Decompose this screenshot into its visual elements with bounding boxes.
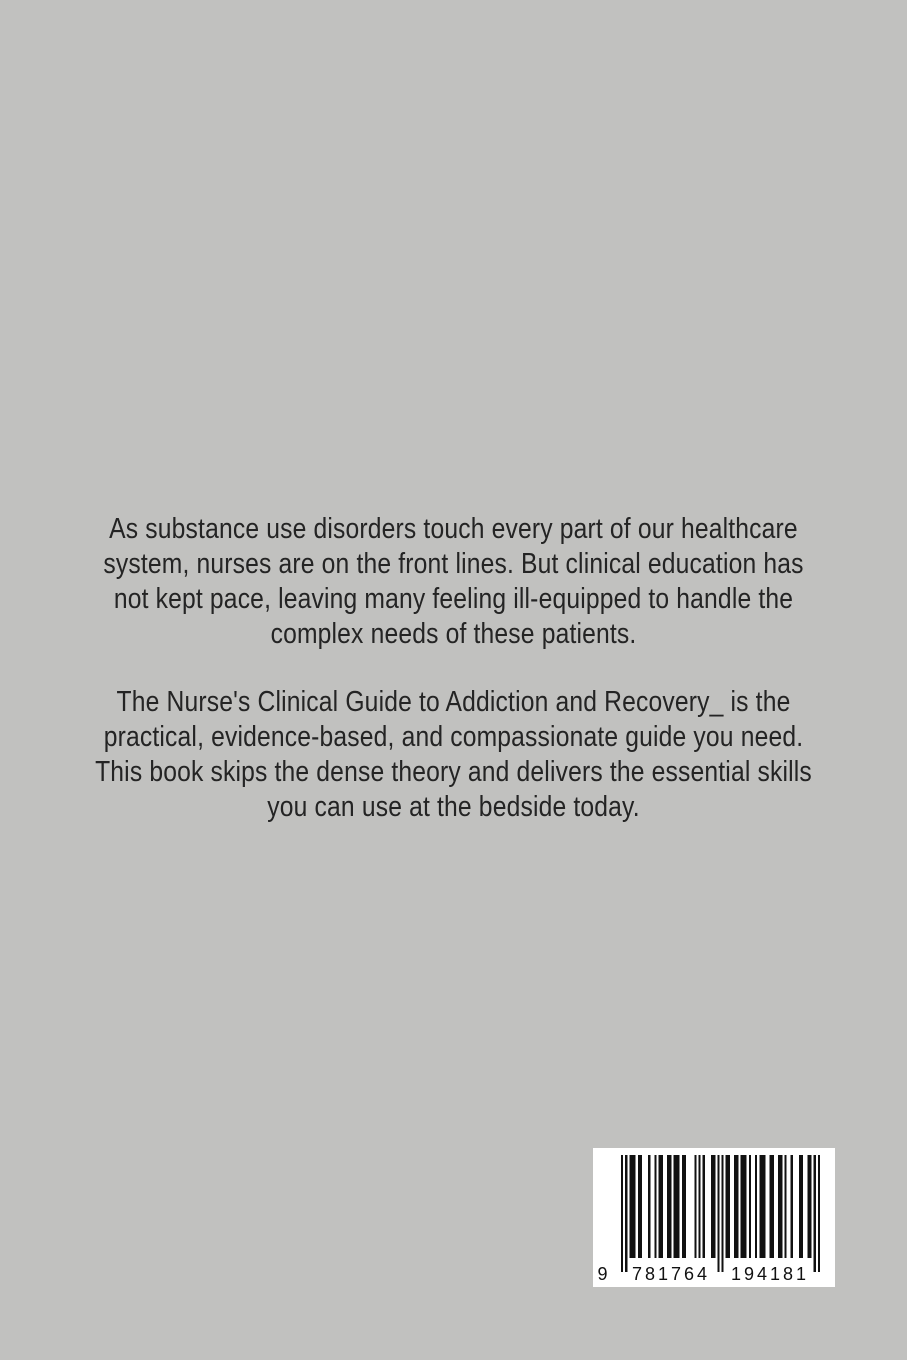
blurb-line: practical, evidence-based, and compassionate guide you need.	[103, 721, 804, 753]
barcode-digit-group-0: 9	[597, 1264, 611, 1284]
blurb-line: The Nurse's Clinical Guide to Addiction and Recovery_ is the	[116, 686, 791, 718]
ean13-barcode	[593, 1148, 835, 1287]
blurb-line: This book skips the dense theory and delivers the essential skills	[95, 756, 812, 788]
blurb-paragraph-1	[58, 512, 849, 652]
blurb-line: not kept pace, leaving many feeling ill-equipped to handle the	[113, 583, 794, 615]
blurb-paragraph-2	[58, 685, 849, 825]
back-cover-blurb	[58, 512, 849, 825]
barcode-digit-group-2: 194181	[730, 1264, 810, 1284]
blurb-line: complex needs of these patients.	[270, 618, 637, 650]
barcode-digit-group-1: 781764	[631, 1264, 711, 1284]
blurb-line: system, nurses are on the front lines. But clinical education has	[103, 548, 804, 580]
barcode-bars	[621, 1155, 820, 1272]
blurb-line: As substance use disorders touch every part of our healthcare	[109, 513, 798, 545]
isbn-barcode-panel	[593, 1148, 835, 1287]
blurb-line: you can use at the bedside today.	[267, 791, 640, 823]
